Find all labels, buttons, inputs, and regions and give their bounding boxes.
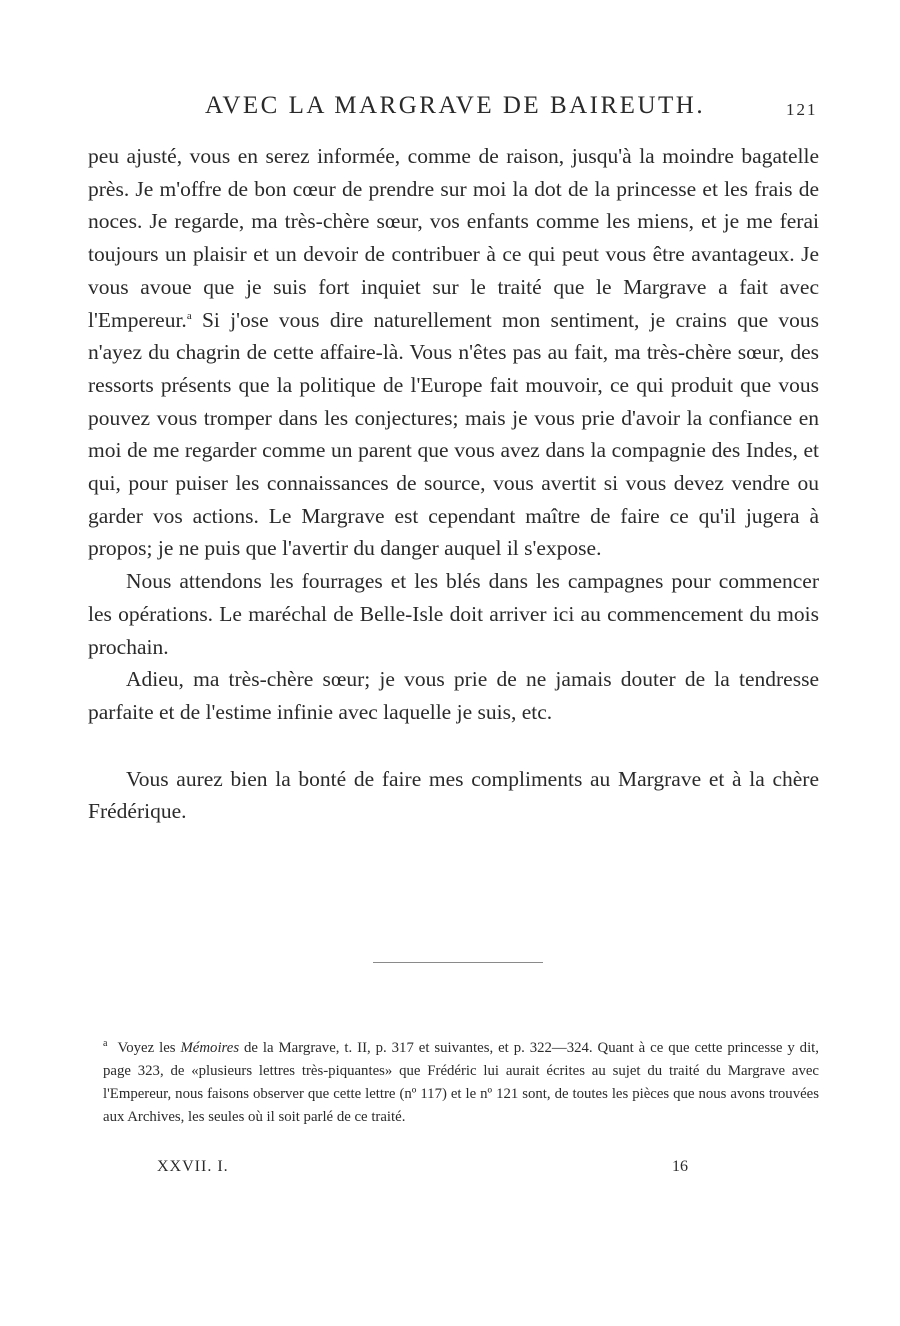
page-number: 121 [786,100,818,119]
paragraph-1-part-b: Si j'ose vous dire naturellement mon sentiment, je crains que vous n'ayez du chagrin de cette affaire-là. Vous n'êtes pas au fait, ma très-chère sœur, des ressorts présents que la politique de l'Europe fait mouvoir, ce qui produit que vous pouvez vous tromper dans les conjectures; mais je vous prie d'avoir la confiance en moi de me regarder comme un parent que vous avez dans la compagnie des Indes, et qui, pour puiser les connaissances de source, vous avertit si vous devez vendre ou garder vos actions. Le Margrave est cependant maître de faire ce qu'il jugera à propos; je ne puis que l'avertir du danger auquel il s'expose. [88,307,819,561]
section-divider [373,962,543,963]
footnote-text [103,1037,819,1129]
running-title: AVEC LA MARGRAVE DE BAIREUTH. [205,92,706,119]
footnote-label: a [103,1038,108,1050]
footnote-text-start: Voyez les [117,1040,181,1056]
paragraph-2: Nous attendons les fourrages et les blés dans les campagnes pour commencer les opérations. Le maréchal de Belle-Isle doit arriver ici au commencement du mois prochain. [88,569,819,659]
paragraph-3: Adieu, ma très-chère sœur; je vous prie de ne jamais douter de la tendresse parfaite et de l'estime infinie avec laquelle je suis, etc. [88,667,819,724]
footnote-text-rest: de la Margrave, t. II, p. 317 et suivantes, et p. 322—324. Quant à ce que cette princesse y dit, page 323, de «plusieurs lettres très-piquantes» que Frédéric lui aurait écrites au sujet du traité du Margrave avec l'Empereur, nous faisons observer que cette lettre (nº 117) et le nº 121 sont, de toutes les pièces que nous avons trouvées aux Archives, les seules où il soit parlé de ce traité. [103,1040,819,1125]
letter-body [88,140,819,828]
signature-mark: XXVII. I. [157,1158,229,1175]
footnote [103,1037,819,1129]
paragraph-1-part-a: peu ajusté, vous en serez informée, comme de raison, jusqu'à la moindre bagatelle près. Je m'offre de bon cœur de prendre sur moi la dot de la princesse et les frais de noces. Je regarde, ma très-chère sœur, vos enfants comme les miens, et je me ferai toujours un plaisir et un devoir de contribuer à ce qui peut vous être avantageux. Je vous avoue que je suis fort inquiet sur le traité que le Margrave a fait avec l'Empereur. [88,144,819,332]
paragraph-1 [88,140,819,565]
footnote-reference[interactable]: a [186,309,192,322]
sheet-number: 16 [672,1158,688,1175]
postscript: Vous aurez bien la bonté de faire mes compliments au Margrave et à la chère Frédérique. [88,766,819,824]
footnote-italic-title: Mémoires [180,1040,240,1056]
running-head [0,92,900,124]
